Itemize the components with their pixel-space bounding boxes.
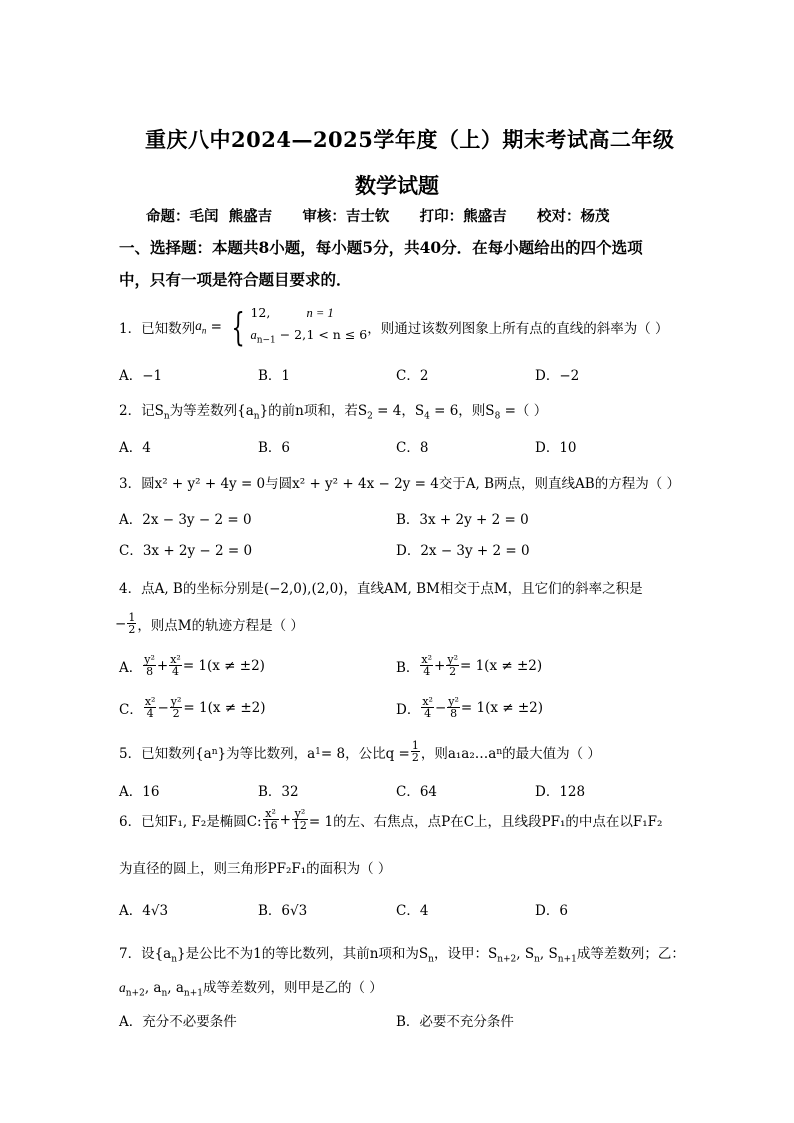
q4-option-a[interactable] xyxy=(119,654,265,677)
q4b-label: B． xyxy=(396,659,420,676)
q5-fraction xyxy=(411,740,420,763)
q1-cases xyxy=(250,302,367,352)
q2-t4: = 4，S xyxy=(372,403,425,419)
q1-brace: { xyxy=(231,304,245,349)
q7-option-a[interactable]: A．充分不必要条件 xyxy=(119,1014,237,1030)
q6-d1: 16 xyxy=(263,819,278,832)
q4b-tail: = 1(x ≠ ±2) xyxy=(459,657,543,674)
q4a-tail: = 1(x ≠ ±2) xyxy=(182,657,265,674)
q4c-label: C． xyxy=(119,701,143,718)
q1-option-a[interactable]: A．−1 xyxy=(119,368,163,384)
q7-t2: }是公比不为1的等比数列，其前n项和为S xyxy=(177,946,429,962)
question-7-cont: $a_{n+2}$, $a_n$, $a_{n+1}$成等差数列，则甲是乙的（ ） xyxy=(119,980,383,999)
q4a-n2: x² xyxy=(170,653,181,666)
q7-t1: 7．设{a xyxy=(119,946,172,962)
q5-mid: }为等比数列，a xyxy=(217,745,316,762)
q4-option-c[interactable] xyxy=(119,696,266,719)
question-4: 4．点A, B的坐标分别是(−2,0),(2,0)，直线AM, BM相交于点M，且它们的斜率之积是 xyxy=(119,581,643,597)
q4a-n1: y² xyxy=(144,653,155,666)
q6-option-c[interactable]: C．4 xyxy=(396,903,429,919)
q6-option-d[interactable]: D．6 xyxy=(535,903,568,919)
q4-frac-num: 1 xyxy=(128,611,136,624)
q4a-d2: 4 xyxy=(172,665,179,678)
q1-text-pre: 1．已知数列 xyxy=(119,320,196,337)
q5-frac-den: 2 xyxy=(411,751,419,764)
question-1: 1．已知数列 $a_n$ = { 12, n = 1 $a_{n-1} - 2,1 < n \le 6$ ，则通过该数列图象上所有点的直线的斜率为（ ） xyxy=(119,302,669,352)
q5-option-b[interactable]: B．32 xyxy=(258,784,299,800)
q4c-d2: 2 xyxy=(172,707,180,720)
q1-text-post: ，则通过该数列图象上所有点的直线的斜率为（ ） xyxy=(367,320,669,337)
section-heading: 一、选择题：本题共8小题，每小题5分，共40分．在每小题给出的四个选项 xyxy=(119,238,643,257)
q2-t2: 为等差数列{a xyxy=(169,403,254,419)
q1-case1-val: 12, xyxy=(250,305,271,320)
q2-t5: = 6，则S xyxy=(429,403,495,419)
q6-option-b[interactable]: B．6√3 xyxy=(258,903,308,919)
q4-fraction xyxy=(127,612,136,635)
q5-option-c[interactable]: C．64 xyxy=(396,784,438,800)
q1-option-c[interactable]: C．2 xyxy=(396,368,429,384)
q4c-n1: x² xyxy=(144,695,156,708)
q7-a1: a xyxy=(119,980,126,995)
exam-subtitle: 数学试题 xyxy=(355,173,439,198)
q5-option-d[interactable]: D．128 xyxy=(535,784,586,800)
q4d-n2: y² xyxy=(448,695,459,708)
q5-mid2: = 8，公比q = xyxy=(320,745,410,762)
q7-t5: , S xyxy=(539,946,558,962)
q2-option-c[interactable]: C．8 xyxy=(396,440,429,456)
q4b-op: + xyxy=(434,657,446,674)
q2-option-a[interactable]: A．4 xyxy=(119,440,151,456)
authors-line: 命题：毛闰 熊盛吉 审核：吉士钦 打印：熊盛吉 校对：杨茂 xyxy=(146,208,610,225)
question-2: 2．记$S_n$为等差数列$\{a_n\}$的前n项和，若$S_2 = 4$，$S_4 = 6$，则$S_8$ =（ ） xyxy=(119,403,548,422)
q4d-d1: 4 xyxy=(424,707,432,720)
q4d-n1: x² xyxy=(422,695,433,708)
q4b-d1: 4 xyxy=(423,665,431,678)
q4d-label: D． xyxy=(396,701,421,718)
question-5: 5．已知数列{a n }为等比数列，a 1 = 8，公比q = $\frac{1}{2}$ ，则a₁a₂…a n 的最大值为（ ） xyxy=(119,739,601,764)
q3-option-c[interactable]: C．3x + 2y − 2 = 0 xyxy=(119,543,253,559)
q4a-op: + xyxy=(156,657,169,674)
q5-post: ，则a₁a₂…a xyxy=(420,745,497,762)
question-4-cont xyxy=(115,612,304,635)
q6-post: = 1的左、右焦点，点P在C上，且线段PF₁的中点在以F₁F₂ xyxy=(308,813,663,830)
q5-frac-num: 1 xyxy=(411,739,419,752)
q6-d2: 12 xyxy=(292,819,307,832)
q7-tail: 成等差数列，则甲是乙的（ ） xyxy=(202,980,383,996)
q1-case2-cond: 1 < n ≤ 6 xyxy=(306,327,368,342)
q1-option-d[interactable]: D．−2 xyxy=(535,368,580,384)
q4-text-post: ，则点M的轨迹方程是（ ） xyxy=(137,617,304,634)
q2-t3: }的前n项和，若S xyxy=(259,403,368,419)
q2-option-d[interactable]: D．10 xyxy=(535,440,577,456)
q4c-tail: = 1(x ≠ ±2) xyxy=(183,699,266,716)
q4d-op: − xyxy=(434,699,447,716)
question-7: 7．设$\{a_n\}$是公比不为1的等比数列，其前n项和为$S_n$，设甲：$S_{n+2}$, $S_n$, $S_{n+1}$成等差数列；乙： xyxy=(119,946,685,965)
q7-option-b[interactable]: B．必要不充分条件 xyxy=(396,1014,514,1030)
q1-case2-rest: − 2, xyxy=(275,327,307,342)
q1-case2-a: a xyxy=(250,328,257,342)
q3-option-b[interactable]: B．3x + 2y + 2 = 0 xyxy=(396,512,529,528)
q4d-tail: = 1(x ≠ ±2) xyxy=(460,699,544,716)
q3-option-a[interactable]: A．2x − 3y − 2 = 0 xyxy=(119,512,252,528)
q4-option-d[interactable] xyxy=(396,696,543,719)
q7-a2: , a xyxy=(144,980,162,996)
q5-pre: 5．已知数列{a xyxy=(119,745,212,762)
q6-option-a[interactable]: A．4√3 xyxy=(119,903,169,919)
q4c-d1: 4 xyxy=(146,707,154,720)
q6-pre: 6．已知F₁, F₂是椭圆C: xyxy=(119,813,262,830)
q7-t4: , S xyxy=(516,946,535,962)
question-6-cont: 为直径的圆上，则三角形PF₂F₁的面积为（ ） xyxy=(119,861,392,877)
q7-t6: 成等差数列；乙： xyxy=(576,946,685,962)
q5-post2: 的最大值为（ ） xyxy=(502,745,601,762)
q2-t6: =（ ） xyxy=(500,403,548,419)
q1-option-b[interactable]: B．1 xyxy=(258,368,291,384)
q1-a-n: $a_n$ xyxy=(195,317,207,336)
q7-t3: ，设甲：S xyxy=(433,946,498,962)
exam-title: 重庆八中2024—2025学年度（上）期末考试高二年级 xyxy=(145,127,675,152)
q5-option-a[interactable]: A．16 xyxy=(119,784,160,800)
q4b-n1: x² xyxy=(421,653,433,666)
q2-t1: 2．记S xyxy=(119,403,164,419)
question-6: 6．已知F₁, F₂是椭圆C: $\frac{\text{x²}}{16}$ + $\frac{\text{y²}}{12}$ = 1的左、右焦点，点P在C上，且线段PF₁的中点在以F₁F₂ xyxy=(119,807,663,832)
q4-option-b[interactable] xyxy=(396,654,542,677)
q1-case1-cond: n = 1 xyxy=(306,306,334,320)
q2-option-b[interactable]: B．6 xyxy=(258,440,291,456)
q6-n1: x² xyxy=(263,808,279,820)
q4b-d2: 2 xyxy=(449,665,457,678)
q4-frac-den: 2 xyxy=(128,623,136,636)
q1-case2-sub: n−1 xyxy=(256,335,276,346)
section-heading-cont: 中，只有一项是符合题目要求的． xyxy=(119,270,352,289)
q4-minus: − xyxy=(115,615,127,632)
q4a-d1: 8 xyxy=(146,665,154,678)
q3-option-d[interactable]: D．2x − 3y + 2 = 0 xyxy=(396,543,530,559)
q6-n2: y² xyxy=(292,808,308,820)
question-3: 3．圆x² + y² + 4y = 0与圆x² + y² + 4x − 2y = 4交于A, B两点，则直线AB的方程为（ ） xyxy=(119,476,681,492)
q4a-label: A． xyxy=(119,659,143,676)
q4c-op: − xyxy=(157,699,169,716)
q4b-n2: y² xyxy=(447,653,458,666)
q4c-n2: y² xyxy=(170,695,182,708)
q4d-d2: 8 xyxy=(450,707,458,720)
q7-a3: , a xyxy=(167,980,184,996)
